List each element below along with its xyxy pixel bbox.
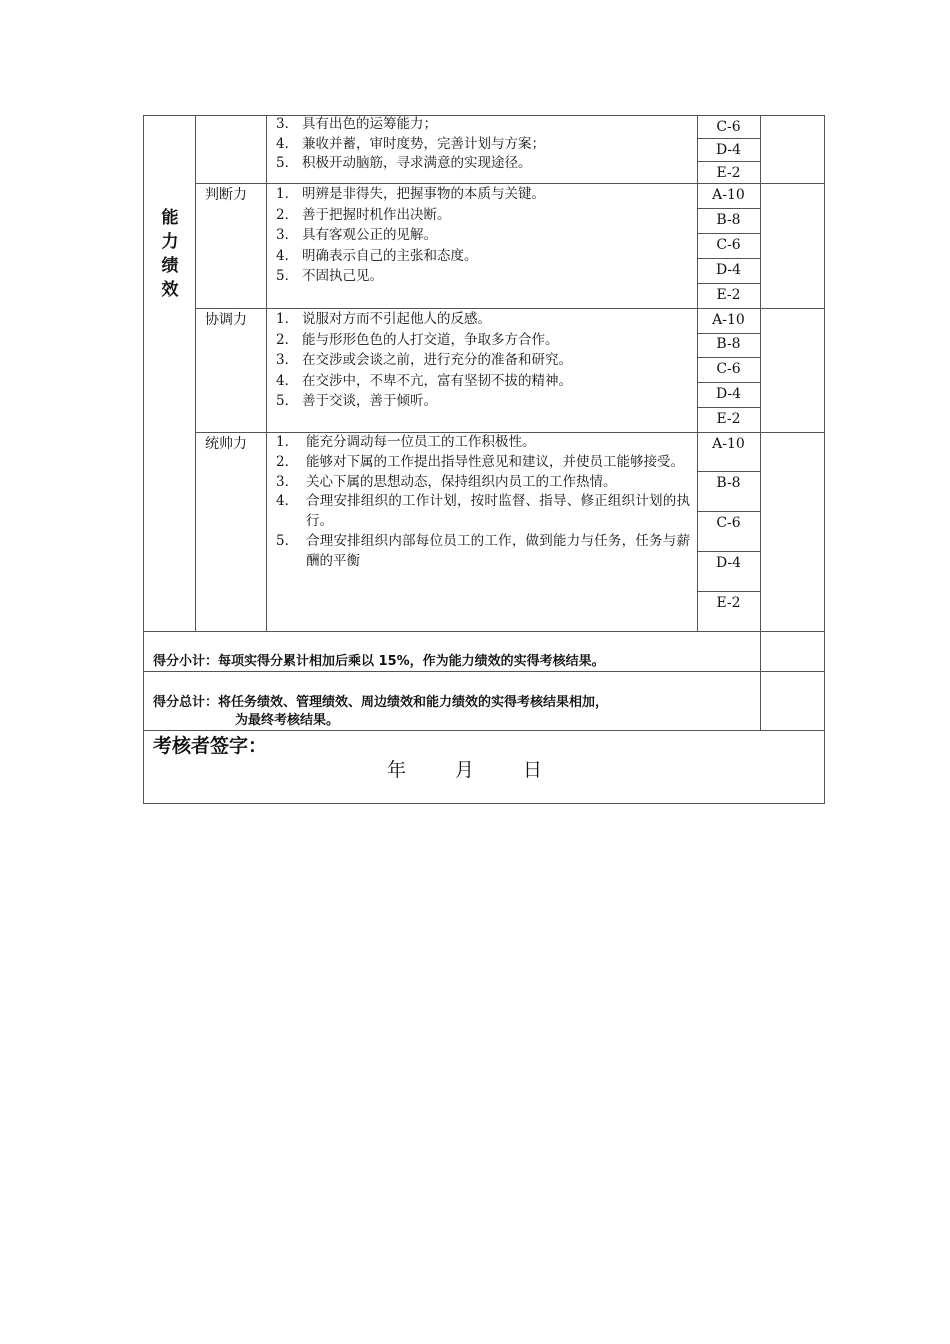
subtotal-note: 得分小计：每项实得分累计相加后乘以 15%，作为能力绩效的实得考核结果。 — [153, 654, 605, 669]
grade-divider — [697, 357, 760, 358]
item-text: 在交涉或会谈之前，进行充分的准备和研究。 — [302, 352, 572, 369]
grade-option: E-2 — [716, 411, 741, 427]
criteria-list — [276, 115, 694, 174]
grade-option: C-6 — [716, 119, 741, 135]
item-text: 积极开动脑筋，寻求满意的实现途径。 — [302, 155, 532, 171]
criteria-item — [276, 184, 694, 205]
grade-option: B-8 — [716, 475, 741, 491]
grade-option: E-2 — [716, 287, 741, 303]
grade-option: D-4 — [715, 262, 742, 278]
grade-divider — [697, 407, 760, 408]
category-label: 判断力 — [205, 187, 247, 203]
item-text: 兼收并蓄，审时度势，完善计划与方案； — [302, 135, 545, 152]
section-title-char: 绩 — [161, 256, 179, 276]
col-divider-section — [195, 115, 196, 631]
criteria-item — [276, 433, 690, 453]
grade-option: A-10 — [712, 436, 745, 452]
criteria-item — [276, 391, 694, 412]
item-text: 在交涉中，不卑不亢，富有坚韧不拔的精神。 — [302, 372, 572, 389]
item-number: 2． — [276, 206, 299, 223]
section-title — [158, 206, 182, 302]
item-number: 3． — [276, 473, 299, 490]
grade-divider — [697, 333, 760, 334]
criteria-item — [276, 246, 694, 267]
item-text: 善于交谈，善于倾听。 — [302, 393, 437, 410]
grade-option: D-4 — [715, 386, 742, 402]
item-number: 5． — [276, 155, 299, 171]
item-text: 善于把握时机作出决断。 — [302, 206, 451, 223]
date-day-label: 日 — [523, 759, 543, 781]
grade-divider — [697, 233, 760, 234]
criteria-item — [276, 154, 694, 174]
grade-option: B-8 — [716, 212, 741, 228]
section-title-char: 力 — [161, 232, 179, 252]
item-text: 具有客观公正的见解。 — [302, 227, 437, 244]
item-number: 1． — [276, 186, 299, 202]
item-number: 1． — [276, 311, 299, 327]
item-text: 具有出色的运筹能力； — [302, 116, 437, 132]
criteria-item — [276, 371, 694, 392]
item-text: 合理安排组织内部每位员工的工作，做到能力与任务，任务与薪酬的平衡 — [306, 532, 690, 569]
grade-option: E-2 — [716, 595, 741, 611]
item-text: 明确表示自己的主张和态度。 — [302, 247, 478, 264]
criteria-item — [276, 225, 694, 246]
criteria-list — [276, 184, 694, 287]
grade-divider — [697, 511, 760, 512]
criteria-list — [276, 309, 694, 412]
row-divider — [143, 631, 825, 632]
row-divider — [143, 671, 825, 672]
criteria-item — [276, 532, 690, 572]
item-number: 3． — [276, 352, 299, 369]
grade-divider — [697, 138, 760, 139]
grade-divider — [697, 161, 760, 162]
grade-option: D-4 — [715, 142, 742, 158]
item-number: 4． — [276, 493, 299, 510]
criteria-item — [276, 115, 694, 135]
criteria-item — [276, 205, 694, 226]
grade-option: B-8 — [716, 336, 741, 352]
date-month-label: 月 — [455, 759, 475, 781]
section-title-char: 能 — [161, 208, 179, 228]
item-text: 不固执己见。 — [302, 268, 383, 285]
grade-option: A-10 — [712, 187, 745, 203]
criteria-item — [276, 135, 694, 155]
col-divider-category — [266, 115, 267, 631]
item-number: 2． — [276, 453, 299, 470]
criteria-item — [276, 453, 690, 473]
col-divider-grades — [760, 115, 761, 730]
criteria-item — [276, 350, 694, 371]
criteria-list — [276, 433, 690, 572]
item-text: 能充分调动每一位员工的工作积极性。 — [306, 434, 536, 450]
item-text: 说服对方而不引起他人的反感。 — [302, 311, 491, 327]
item-text: 能够对下属的工作提出指导性意见和建议，并使员工能够接受。 — [306, 453, 684, 470]
item-number: 3． — [276, 116, 299, 132]
grade-divider — [697, 471, 760, 472]
item-number: 3． — [276, 227, 299, 244]
grade-option: A-10 — [712, 312, 745, 328]
item-text: 明辨是非得失，把握事物的本质与关键。 — [302, 186, 545, 202]
grade-divider — [697, 591, 760, 592]
total-note-continued: 为最终考核结果。 — [235, 713, 340, 728]
grade-divider — [697, 283, 760, 284]
item-number: 4． — [276, 247, 299, 264]
item-number: 4． — [276, 372, 299, 389]
signature-label: 考核者签字： — [153, 735, 268, 757]
date-year-label: 年 — [387, 759, 407, 781]
grade-option: E-2 — [716, 165, 741, 181]
item-number: 4． — [276, 135, 299, 152]
criteria-item — [276, 492, 690, 532]
item-number: 5． — [276, 532, 299, 549]
item-number: 5． — [276, 393, 299, 410]
criteria-item — [276, 473, 690, 493]
grade-option: D-4 — [715, 555, 742, 571]
grade-divider — [697, 208, 760, 209]
item-text: 关心下属的思想动态，保持组织内员工的工作热情。 — [306, 473, 617, 490]
grade-option: C-6 — [716, 515, 741, 531]
grade-divider — [697, 258, 760, 259]
criteria-item — [276, 309, 694, 330]
grade-option: C-6 — [716, 361, 741, 377]
item-text: 合理安排组织的工作计划，按时监督、指导、修正组织计划的执行。 — [306, 493, 690, 530]
item-number: 5． — [276, 268, 299, 285]
category-label: 统帅力 — [205, 436, 247, 452]
item-number: 2． — [276, 331, 299, 348]
grade-divider — [697, 551, 760, 552]
grade-option: C-6 — [716, 237, 741, 253]
criteria-item — [276, 266, 694, 287]
total-note: 得分总计：将任务绩效、管理绩效、周边绩效和能力绩效的实得考核结果相加， — [153, 695, 609, 710]
grade-divider — [697, 382, 760, 383]
criteria-item — [276, 330, 694, 351]
row-divider — [143, 730, 825, 731]
category-label: 协调力 — [205, 312, 247, 328]
section-title-char: 效 — [161, 280, 179, 300]
item-text: 能与形形色色的人打交道，争取多方合作。 — [302, 331, 559, 348]
item-number: 1． — [276, 434, 299, 450]
